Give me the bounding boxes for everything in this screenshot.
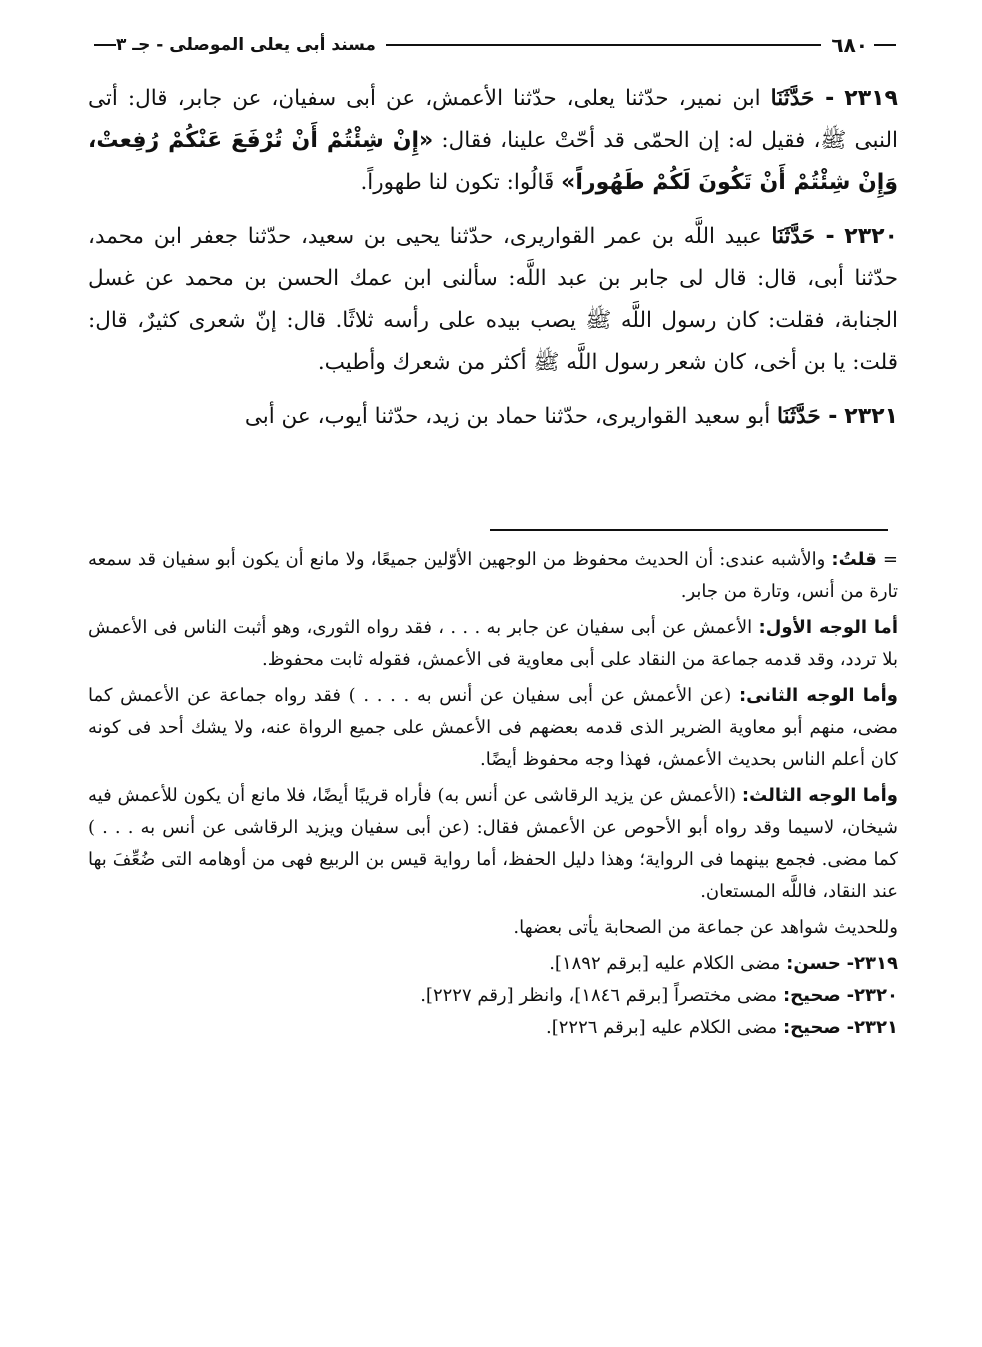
reference-line — [88, 948, 898, 980]
reference-text: مضى مختصراً [برقم ١٨٤٦]، وانظر [رقم ٢٢٢٧]. — [420, 985, 778, 1006]
reference-line — [88, 980, 898, 1012]
note-lead: وأما الوجه الثانى: — [738, 685, 898, 706]
reference-number: ٢٣٢١- — [846, 1017, 898, 1038]
takhrij-references — [88, 948, 898, 1044]
reference-grade: صحيح: — [782, 985, 841, 1006]
page-number: ٦٨٠ — [831, 33, 868, 57]
haddathana-word: حَدَّثَنَا — [770, 86, 815, 111]
hadith-2321: ٢٣٢١ - حَدَّثَنَا أبو سعيد القواريرى، حدّثنا حماد بن زيد، حدّثنا أيوب، عن أبى — [244, 404, 898, 429]
note-lead: أما الوجه الأول: — [758, 617, 898, 638]
footnote-paragraph — [88, 612, 898, 676]
footnote-paragraph — [88, 780, 898, 908]
hadith-2320: ٢٣٢٠ - حَدَّثَنَا عبيد اللَّه بن عمر القواريرى، حدّثنا يحيى بن سعيد، حدّثنا جعفر ابن محمد، حدّثنا أبى، قال: قال لى جابر بن عبد اللَّه: سألنى ابن عمك الحسن بن محمد عن غسل الجنابة، فقلت: كان رسول اللَّه ﷺ يصب بيده على رأسه ثلاثًا. قال: إنّ شعرى كثيرٌ، قال: قلت: يا بن أخى، كان شعر رسول اللَّه ﷺ أكثر من شعرك وأطيب. — [88, 224, 898, 375]
hadith-text-end: قَالُوا: تكون لنا طهوراً. — [360, 170, 555, 195]
hadith-text: ابن نمير، حدّثنا يعلى، حدّثنا الأعمش، عن أبى سفيان، عن جابر، قال: أتى النبى ﷺ، فقيل له: إن الحمّى قد أحّتْ علينا، فقال: — [88, 86, 898, 153]
note-lead: وأما الوجه الثالث: — [741, 785, 898, 806]
note-text: وللحديث شواهد عن جماعة من الصحابة يأتى بعضها. — [513, 917, 898, 938]
hadith-2319: ٢٣١٩ - حَدَّثَنَا ابن نمير، حدّثنا يعلى، حدّثنا الأعمش، عن أبى سفيان، عن جابر، قال: أتى النبى ﷺ، فقيل له: إن الحمّى قد أحّتْ علينا، فقال: «إِنْ شِئْتُمْ أَنْ تُرْفَعَ عَنْكُمْ رُفِعتْ، وَإِنْ شِئْتُمْ أَنْ تَكُونَ لَكُمْ طَهُوراً» قَالُوا: تكون لنا طهوراً. — [88, 86, 898, 195]
note-text: (الأعمش عن يزيد الرقاشى عن أنس به) فأراه قريبًا أيضًا، فلا مانع أن يكون للأعمش فيه شيخان، لاسيما وقد رواه أبو الأحوص عن الأعمش فقال: (عن أبى سفيان ويزيد الرقاشى عن أنس به . . . ) كما مضى. فجمع بينهما فى الرواية؛ وهذا دليل الحفظ، أما رواية قيس بن الربيع فهى من أوهامه التى ضُعِّفَ بها عند النقاد، فاللَّه المستعان. — [88, 785, 898, 902]
haddathana-word: حَدَّثَنَا — [777, 404, 821, 429]
reference-number: ٢٣٢٠- — [846, 985, 898, 1006]
running-title: مسند أبى يعلى الموصلى - جـ ٣ — [116, 35, 376, 55]
note-text: والأشبه عندى: أن الحديث محفوظ من الوجهين الأوّلين جميعًا، ولا مانع أن يكون أبو سفيان قد سمعه تارة من أنس، وتارة من جابر. — [88, 549, 898, 602]
hadith-text: عبيد اللَّه بن عمر القواريرى، حدّثنا يحيى بن سعيد، حدّثنا جعفر ابن محمد، حدّثنا أبى، قال: قال لى جابر بن عبد اللَّه: سألنى ابن عمك الحسن بن محمد عن غسل الجنابة، فقلت: كان رسول اللَّه ﷺ يصب بيده على رأسه ثلاثًا. قال: إنّ شعرى كثيرٌ، قال: قلت: يا بن أخى، كان شعر رسول اللَّه ﷺ أكثر من شعرك وأطيب. — [88, 224, 898, 375]
footnote-paragraph — [88, 544, 898, 608]
hadith-number: ٢٣٢١ — [844, 404, 898, 429]
reference-grade: صحيح: — [782, 1017, 841, 1038]
footnotes — [88, 544, 898, 1044]
note-lead: قلتُ: — [831, 549, 877, 570]
continuation-mark: = — [882, 549, 898, 570]
reference-line — [88, 1012, 898, 1044]
reference-number: ٢٣١٩- — [846, 953, 898, 974]
hadith-number: ٢٣٢٠ — [844, 224, 898, 249]
hadith-text: أبو سعيد القواريرى، حدّثنا حماد بن زيد، حدّثنا أيوب، عن أبى — [244, 404, 771, 429]
haddathana-word: حَدَّثَنَا — [771, 224, 815, 249]
page-header — [88, 30, 896, 60]
header-rule-start — [874, 44, 896, 46]
footnote-separator — [490, 529, 888, 531]
reference-grade: حسن: — [786, 953, 841, 974]
reference-text: مضى الكلام عليه [برقم ١٨٩٢]. — [549, 953, 781, 974]
note-text: (عن الأعمش عن أبى سفيان عن أنس به . . . . ) فقد رواه جماعة عن الأعمش كما مضى، منهم أبو معاوية الضرير الذى قدمه بعضهم فى الأعمش على جميع الرواة عنه، ولا يشك أحد فى كونه كان أعلم الناس بحديث الأعمش، فهذا وجه محفوظ أيضًا. — [88, 685, 898, 770]
header-rule-middle — [386, 44, 821, 46]
main-text — [88, 78, 898, 450]
footnote-paragraph — [88, 912, 898, 944]
hadith-number: ٢٣١٩ — [844, 86, 898, 111]
prophetic-quote: «إِنْ شِئْتُمْ أَنْ تُرْفَعَ عَنْكُمْ رُفِعتْ، وَإِنْ شِئْتُمْ أَنْ تَكُونَ لَكُمْ طَهُوراً» — [88, 128, 898, 195]
reference-text: مضى الكلام عليه [برقم ٢٢٢٦]. — [546, 1017, 778, 1038]
footnote-paragraph — [88, 680, 898, 776]
note-text: الأعمش عن أبى سفيان عن جابر به . . . ، فقد رواه الثورى، وهو أثبت الناس فى الأعمش بلا تردد، وقد قدمه جماعة من النقاد على أبى معاوية فى الأعمش، فقوله ثابت محفوظ. — [88, 617, 898, 670]
header-rule-end — [94, 44, 116, 46]
